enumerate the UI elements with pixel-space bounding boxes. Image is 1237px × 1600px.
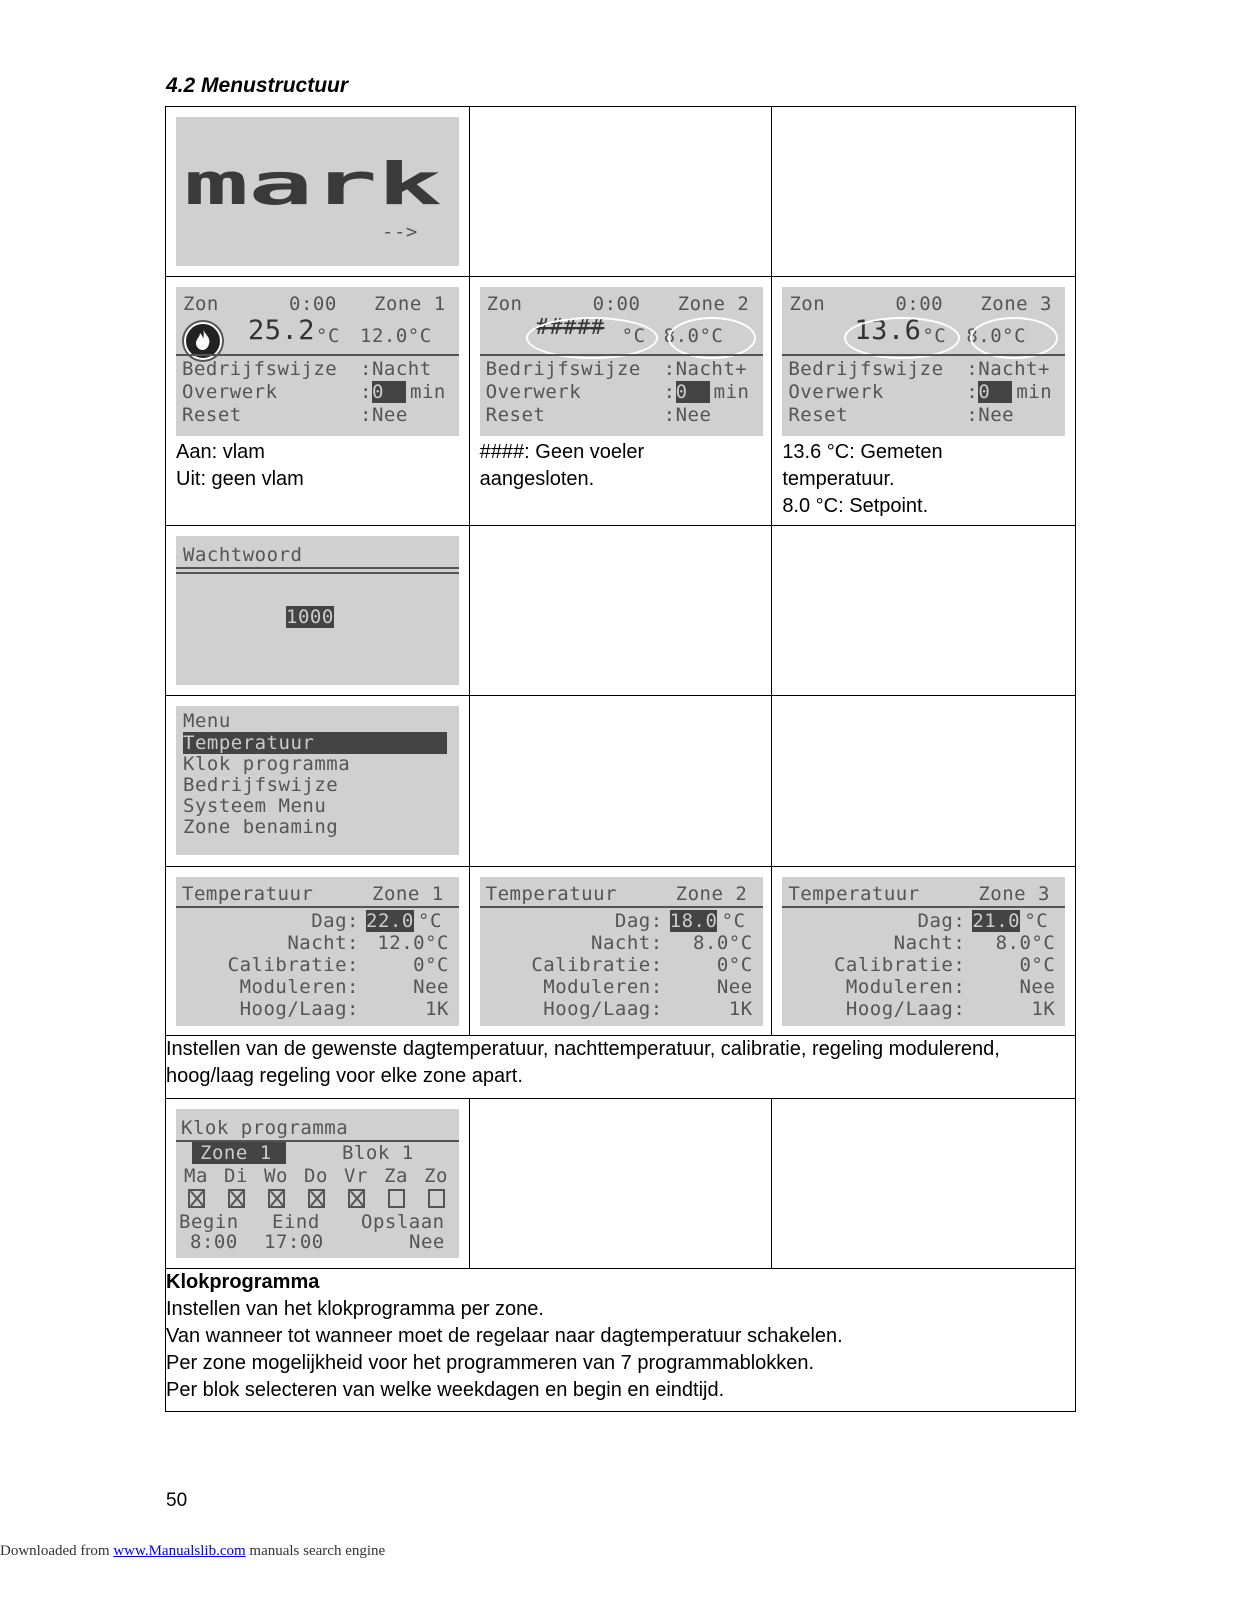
temperature-lcd [782,877,1065,1026]
temperature-description: Instellen van de gewenste dagtemperatuur, nachttemperatuur, calibratie, regeling modulerend, hoog/laag regeling voor elke zone apart. [166,1036,1076,1099]
table-row [166,1269,1076,1412]
divider [480,906,763,908]
temperature-unit: °C [316,325,340,347]
dag-label: Dag: [917,910,966,932]
overtime-label: Overwerk [788,381,884,403]
time-value: 0:00 [592,293,641,315]
description-line: temperatuur. [782,468,895,490]
setpoint-value: 8.0°C [966,325,1027,347]
temperature-lcd [480,877,763,1026]
description-line: Aan: vlam [176,441,265,463]
password-value[interactable]: 1000 [286,606,334,628]
table-row [166,526,1076,696]
overtime-unit: min [1016,381,1053,403]
hl-value[interactable]: 1K [1031,998,1056,1020]
mod-label: Moduleren: [845,976,966,998]
mode-label: Bedrijfswijze [485,358,641,380]
description-line: ####: Geen voeler [479,441,645,463]
clock-title: Klok programma [181,1117,349,1139]
clock-description: Klokprogramma Instellen van het klokprogramma per zone. Van wanneer tot wanneer moet de regelaar naar dagtemperatuur schakelen. Per zone mogelijkheid voor het programmeren van 7 programmablokken. Per blok selecteren van welke weekdagen en begin en eindtijd. [166,1269,1076,1412]
table-row [166,107,1076,277]
zon-label: Zon [183,293,219,315]
menu-lcd [176,706,459,855]
temperature-unit: °C [621,325,646,347]
mode-value[interactable]: :Nacht+ [663,358,748,380]
hl-value[interactable]: 1K [728,998,753,1020]
dag-value[interactable]: 22.0 [366,910,414,932]
setpoint-value: 12.0°C [360,325,432,347]
status-description [772,436,1075,520]
highlight-oval [970,317,1058,359]
reset-value[interactable]: :Nee [966,404,1015,426]
day-checkbox[interactable] [228,1189,245,1208]
dag-unit: °C [418,910,442,932]
day-checkbox[interactable] [188,1189,205,1208]
temperature-title: Temperatuur [485,883,617,905]
cal-label: Calibratie: [227,954,359,976]
mod-value[interactable]: Nee [1019,976,1056,998]
clock-program-lcd [176,1109,459,1258]
divider [782,906,1065,908]
mod-value[interactable]: Nee [716,976,753,998]
menu-item[interactable]: Systeem Menu [183,795,327,817]
dag-value[interactable]: 18.0 [669,910,718,932]
zone-label: Zone 1 [372,883,444,905]
day-label: Do [304,1165,328,1187]
dag-label: Dag: [311,910,359,932]
zone-label: Zone 1 [374,293,446,315]
temperature-title: Temperatuur [182,883,314,905]
hl-label: Hoog/Laag: [845,998,966,1020]
dag-label: Dag: [614,910,663,932]
cal-label: Calibratie: [833,954,966,976]
zone-status-lcd [176,287,459,436]
overtime-label: Overwerk [485,381,582,403]
highlight-oval [668,317,756,359]
day-label: Wo [264,1165,288,1187]
table-row [166,696,1076,867]
hl-value[interactable]: 1K [425,998,449,1020]
cal-value[interactable]: 0°C [1019,954,1056,976]
begin-label: Begin [179,1211,239,1233]
status-description [470,436,772,493]
mode-value[interactable]: :Nacht [360,358,432,380]
footer: Downloaded from www.Manualslib.com manuals search engine [0,1543,386,1559]
menu-item[interactable]: Zone benaming [183,816,339,838]
mode-label: Bedrijfswijze [182,358,338,380]
day-checkbox[interactable] [268,1189,285,1208]
temperature-title: Temperatuur [788,883,920,905]
day-label: Za [384,1165,408,1187]
password-title: Wachtwoord [183,544,303,566]
cal-value[interactable]: 0°C [716,954,753,976]
overtime-unit: min [713,381,750,403]
hl-label: Hoog/Laag: [543,998,663,1020]
opslaan-value[interactable]: Nee [409,1231,445,1253]
cal-label: Calibratie: [531,954,663,976]
table-row [166,277,1076,526]
cal-value[interactable]: 0°C [413,954,449,976]
table-row [166,1036,1076,1099]
mod-label: Moduleren: [239,976,359,998]
hl-label: Hoog/Laag: [239,998,359,1020]
reset-value[interactable]: :Nee [360,404,408,426]
zone-status-lcd [480,287,763,436]
day-label: Ma [184,1165,208,1187]
temperature-lcd [176,877,459,1026]
nacht-value[interactable]: 12.0°C [377,932,449,954]
password-lcd [176,536,459,685]
zone-label: Zone 3 [978,883,1050,905]
day-label: Vr [344,1165,368,1187]
day-label: Di [224,1165,248,1187]
setpoint-value: 8.0°C [663,325,724,347]
reset-label: Reset [788,404,849,426]
overtime-colon: : [360,381,372,403]
description-line: 8.0 °C: Setpoint. [782,495,929,517]
opslaan-label: Opslaan [361,1211,445,1233]
description-line: 13.6 °C: Gemeten [782,441,943,463]
manualslib-link[interactable]: www.Manualslib.com [113,1543,246,1559]
menu-item[interactable]: Klok programma [183,753,351,775]
overtime-colon: : [966,381,979,403]
clock-blok[interactable]: Blok 1 [342,1142,414,1164]
zone-status-lcd [782,287,1065,436]
nacht-value[interactable]: 8.0°C [692,932,753,954]
highlight-oval [844,317,960,359]
time-value: 0:00 [895,293,944,315]
measured-temperature: 13.6 [854,315,922,346]
table-row [166,867,1076,1036]
zon-label: Zon [486,293,523,315]
mod-label: Moduleren: [543,976,663,998]
description-line: Uit: geen vlam [176,468,304,490]
clock-desc-title: Klokprogramma [166,1271,320,1293]
day-label: Zo [424,1165,448,1187]
nacht-label: Nacht: [591,932,663,954]
eind-label: Eind [272,1211,320,1233]
zone-label: Zone 2 [675,883,748,905]
nacht-value[interactable]: 8.0°C [995,932,1056,954]
arrow-indicator: --> [382,221,418,243]
eind-value[interactable]: 17:00 [264,1231,324,1253]
dag-value[interactable]: 21.0 [972,910,1021,932]
day-checkbox[interactable] [308,1189,325,1208]
section-heading: 4.2 Menustructuur [166,74,349,97]
divider [176,354,459,356]
divider [176,906,459,908]
mode-value[interactable]: :Nacht+ [966,358,1050,380]
status-description [166,436,469,493]
description-line: aangesloten. [479,468,595,490]
page-number: 50 [166,1490,188,1511]
measured-temperature: 25.2 [248,315,316,346]
mode-label: Bedrijfswijze [788,358,944,380]
day-checkbox[interactable] [388,1189,405,1208]
overtime-value[interactable]: 0 [372,381,406,403]
table-row [166,1099,1076,1269]
reset-label: Reset [182,404,242,426]
zon-label: Zon [789,293,826,315]
dag-unit: °C [1024,910,1049,932]
measured-temperature: ##### [535,315,605,340]
begin-value[interactable]: 8:00 [190,1231,238,1253]
menu-structure-table [165,106,1076,1412]
divider [782,354,1065,356]
overtime-value[interactable]: 0 [676,381,710,403]
day-checkbox[interactable] [428,1189,445,1208]
overtime-unit: min [410,381,446,403]
overtime-label: Overwerk [182,381,278,403]
reset-value[interactable]: :Nee [663,404,712,426]
divider [480,354,763,356]
temperature-unit: °C [922,325,947,347]
mark-logo [176,117,459,266]
menu-item[interactable]: Temperatuur [183,732,447,754]
zone-label: Zone 2 [677,293,750,315]
zone-label: Zone 3 [980,293,1052,315]
menu-item[interactable]: Bedrijfswijze [183,774,339,796]
overtime-value[interactable]: 0 [978,381,1012,403]
day-checkbox[interactable] [348,1189,365,1208]
highlight-oval [526,317,658,359]
mark-logo-text: mark [184,150,442,218]
time-value: 0:00 [289,293,337,315]
reset-label: Reset [485,404,546,426]
splash-lcd [176,117,459,266]
nacht-label: Nacht: [893,932,966,954]
dag-unit: °C [721,910,746,932]
nacht-label: Nacht: [287,932,359,954]
overtime-colon: : [663,381,676,403]
menu-title: Menu [183,710,231,732]
clock-zone-select[interactable]: Zone 1 [192,1142,286,1164]
mod-value[interactable]: Nee [413,976,449,998]
